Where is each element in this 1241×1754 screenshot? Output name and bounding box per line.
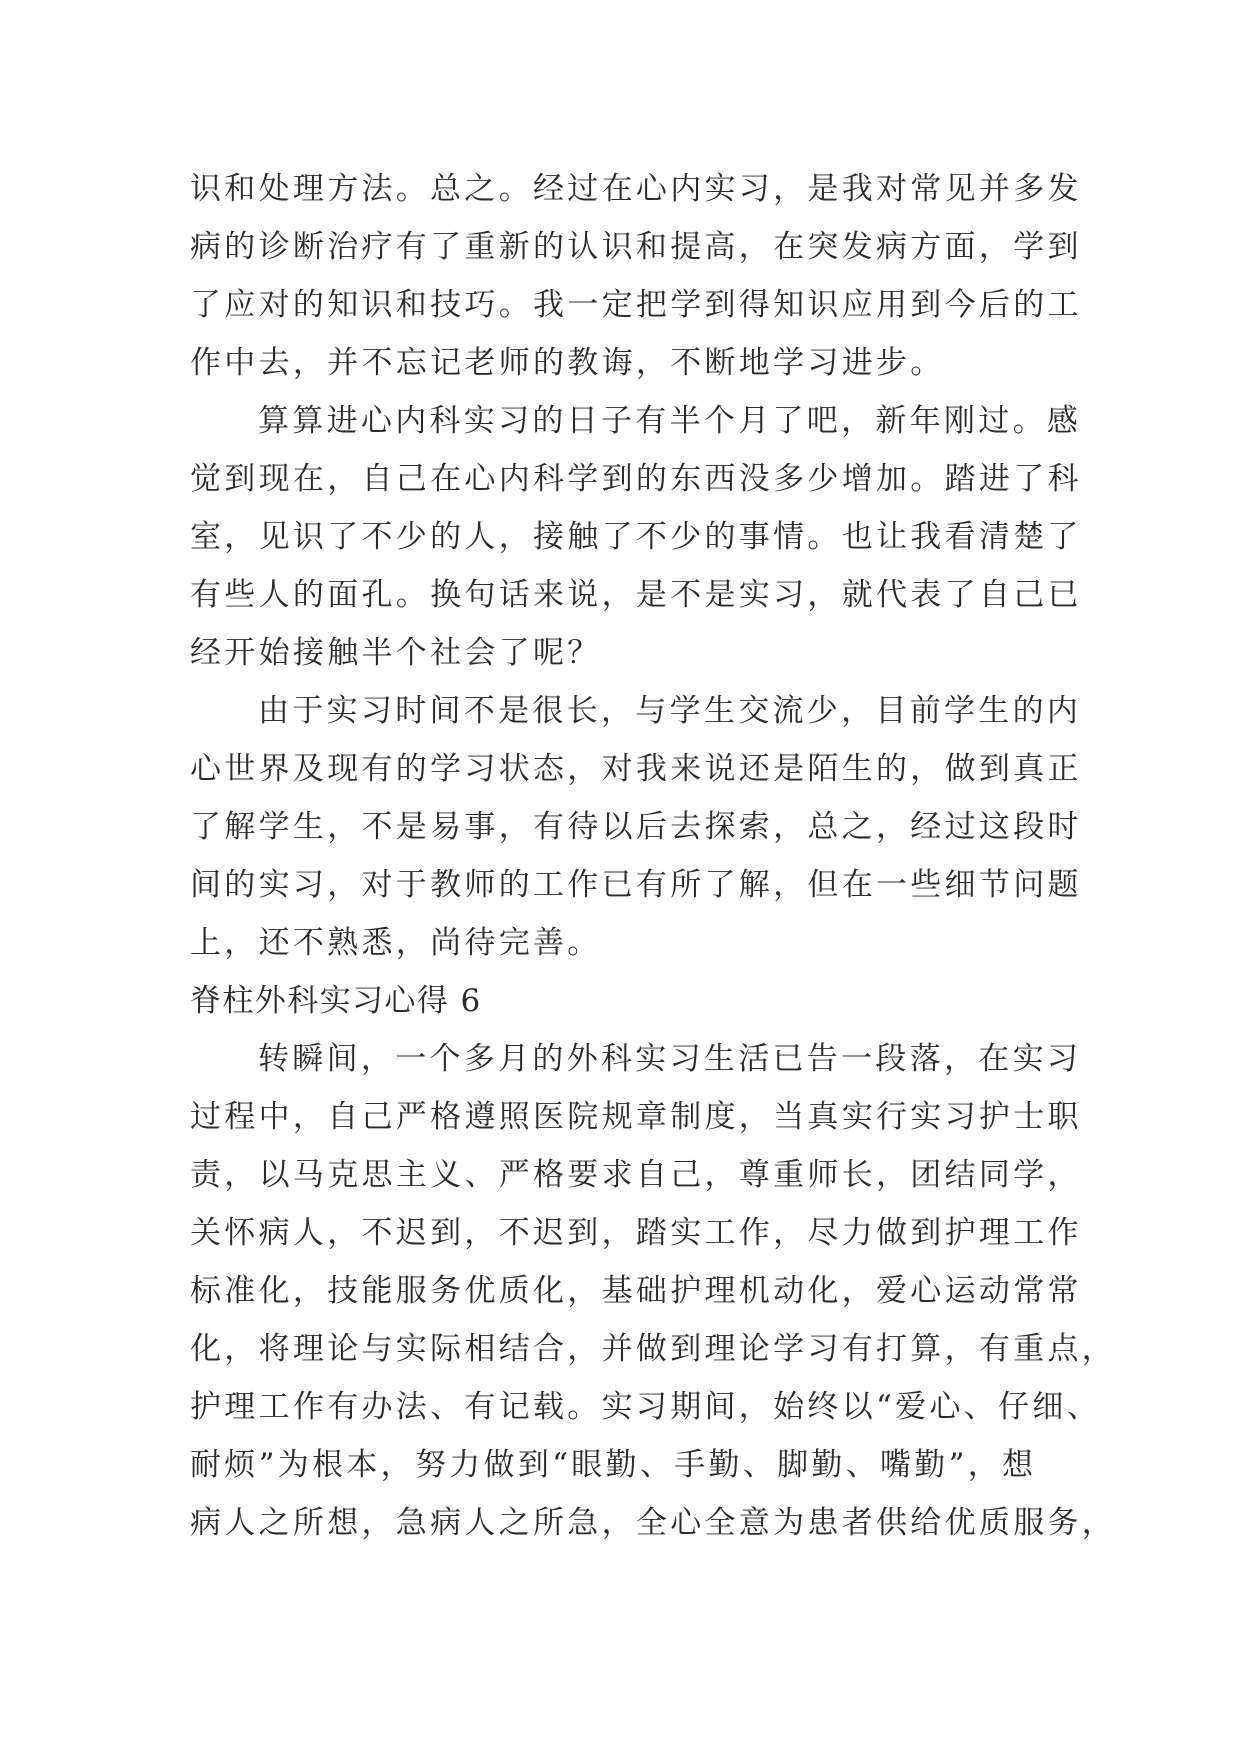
text-line: 责，以马克思主义、严格要求自己，尊重师长，团结同学， xyxy=(190,1157,1082,1193)
text-line: 病的诊断治疗有了重新的认识和提高，在突发病方面，学到 xyxy=(190,229,1082,265)
paragraph xyxy=(190,160,1082,392)
text-line: 间的实习，对于教师的工作已有所了解，但在一些细节问题 xyxy=(190,867,1082,903)
text-line: 心世界及现有的学习状态，对我来说还是陌生的，做到真正 xyxy=(190,751,1082,787)
text-line: 了解学生，不是易事，有待以后去探索，总之，经过这段时 xyxy=(190,809,1082,845)
text-line: 有些人的面孔。换句话来说，是不是实习，就代表了自己已 xyxy=(190,577,1082,613)
text-line: 过程中，自己严格遵照医院规章制度，当真实行实习护士职 xyxy=(190,1099,1082,1135)
text-line: 识和处理方法。总之。经过在心内实习，是我对常见并多发 xyxy=(190,171,1082,207)
paragraph xyxy=(190,392,1082,682)
text-line: 作中去，并不忘记老师的教诲，不断地学习进步。 xyxy=(190,345,945,381)
document-body xyxy=(190,160,1117,1552)
text-line: 标准化，技能服务优质化，基础护理机动化，爱心运动常常 xyxy=(190,1273,1082,1309)
text-line: 护理工作有办法、有记载。实习期间，始终以“爱心、仔细、 xyxy=(190,1389,1101,1425)
text-line: 经开始接触半个社会了呢？ xyxy=(190,635,602,671)
text-line: 上，还不熟悉，尚待完善。 xyxy=(190,925,602,961)
text-line: 算算进心内科实习的日子有半个月了吧，新年刚过。感 xyxy=(258,403,1082,439)
text-line: 室，见识了不少的人，接触了不少的事情。也让我看清楚了 xyxy=(190,519,1082,555)
text-line: 了应对的知识和技巧。我一定把学到得知识应用到今后的工 xyxy=(190,287,1082,323)
text-line: 觉到现在，自己在心内科学到的东西没多少增加。踏进了科 xyxy=(190,461,1082,497)
text-line: 关怀病人，不迟到，不迟到，踏实工作，尽力做到护理工作 xyxy=(190,1215,1082,1251)
text-line: 由于实习时间不是很长，与学生交流少，目前学生的内 xyxy=(258,693,1082,729)
text-line: 耐烦”为根本，努力做到“眼勤、手勤、脚勤、嘴勤”，想 xyxy=(190,1447,1037,1483)
paragraph xyxy=(190,1030,1117,1552)
text-line: 化，将理论与实际相结合，并做到理论学习有打算，有重点， xyxy=(190,1331,1117,1367)
text-line: 转瞬间，一个多月的外科实习生活已告一段落，在实习 xyxy=(258,1041,1082,1077)
paragraph xyxy=(190,682,1082,972)
text-line: 病人之所想，急病人之所急，全心全意为患者供给优质服务， xyxy=(190,1505,1117,1541)
section-heading: 脊柱外科实习心得 6 xyxy=(190,983,482,1019)
